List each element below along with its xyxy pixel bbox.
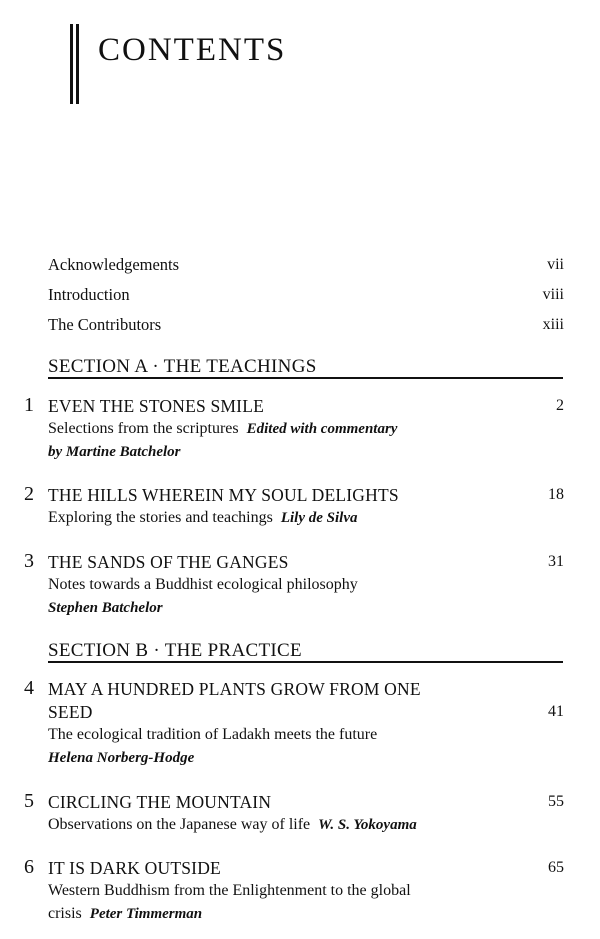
section-rule xyxy=(48,377,563,379)
section-heading: SECTION B · THE PRACTICE xyxy=(48,640,302,661)
chapter-number: 4 xyxy=(24,677,34,699)
chapter-number: 5 xyxy=(24,790,34,812)
chapter-number: 1 xyxy=(24,394,34,416)
chapter-subtitle-continued xyxy=(48,903,202,925)
page-title: CONTENTS xyxy=(98,32,287,68)
toc-front-label: Introduction xyxy=(48,285,130,304)
chapter-subtitle: Notes towards a Buddhist ecological philosophy xyxy=(48,576,358,593)
toc-front-label: The Contributors xyxy=(48,315,162,334)
chapter-author: Helena Norberg-Hodge xyxy=(48,750,195,766)
chapter-subtitle xyxy=(48,814,417,836)
chapter-author: Lily de Silva xyxy=(280,510,358,526)
chapter-title: THE HILLS WHEREIN MY SOUL DELIGHTS xyxy=(48,485,399,505)
chapter-page: 65 xyxy=(548,859,564,876)
section-heading: SECTION A · THE TEACHINGS xyxy=(48,356,317,377)
chapter-title: IT IS DARK OUTSIDE xyxy=(48,858,221,878)
chapter-page: 31 xyxy=(548,553,564,570)
chapter-author: W. S. Yokoyama xyxy=(318,817,417,833)
chapter-author: Peter Timmerman xyxy=(89,906,203,922)
heading-rule-right xyxy=(76,24,79,104)
chapter-subtitle-text: Exploring the stories and teachings xyxy=(48,509,273,526)
chapter-subtitle: Western Buddhism from the Enlightenment to the global xyxy=(48,882,411,899)
chapter-title: THE SANDS OF THE GANGES xyxy=(48,552,289,572)
toc-front-page: viii xyxy=(542,286,564,303)
toc-front-label: Acknowledgements xyxy=(48,255,180,274)
chapter-page: 18 xyxy=(548,486,564,503)
toc-front-page: vii xyxy=(547,256,564,273)
chapter-number: 6 xyxy=(24,856,34,878)
chapter-author: Stephen Batchelor xyxy=(48,600,163,616)
chapter-subtitle-text: Observations on the Japanese way of life xyxy=(48,816,311,833)
chapter-subtitle xyxy=(48,507,358,529)
chapter-number: 3 xyxy=(24,550,34,572)
chapter-author: by Martine Batchelor xyxy=(48,444,181,460)
chapter-page: 2 xyxy=(556,397,564,414)
heading-rule-left xyxy=(70,24,73,104)
chapter-byline: Edited with commentary xyxy=(246,421,398,437)
chapter-title: MAY A HUNDRED PLANTS GROW FROM ONE xyxy=(48,679,421,699)
chapter-page: 55 xyxy=(548,793,564,810)
chapter-title: EVEN THE STONES SMILE xyxy=(48,396,264,416)
chapter-subtitle: The ecological tradition of Ladakh meets the future xyxy=(48,726,378,743)
chapter-page: 41 xyxy=(548,703,564,720)
chapter-subtitle-text: Selections from the scriptures xyxy=(48,420,239,437)
section-rule xyxy=(48,661,563,663)
chapter-subtitle xyxy=(48,418,397,440)
chapter-title-continued: SEED xyxy=(48,702,93,722)
toc-front-page: xiii xyxy=(542,316,564,333)
chapter-title: CIRCLING THE MOUNTAIN xyxy=(48,792,272,812)
chapter-subtitle-text: crisis xyxy=(48,905,82,922)
chapter-number: 2 xyxy=(24,483,34,505)
